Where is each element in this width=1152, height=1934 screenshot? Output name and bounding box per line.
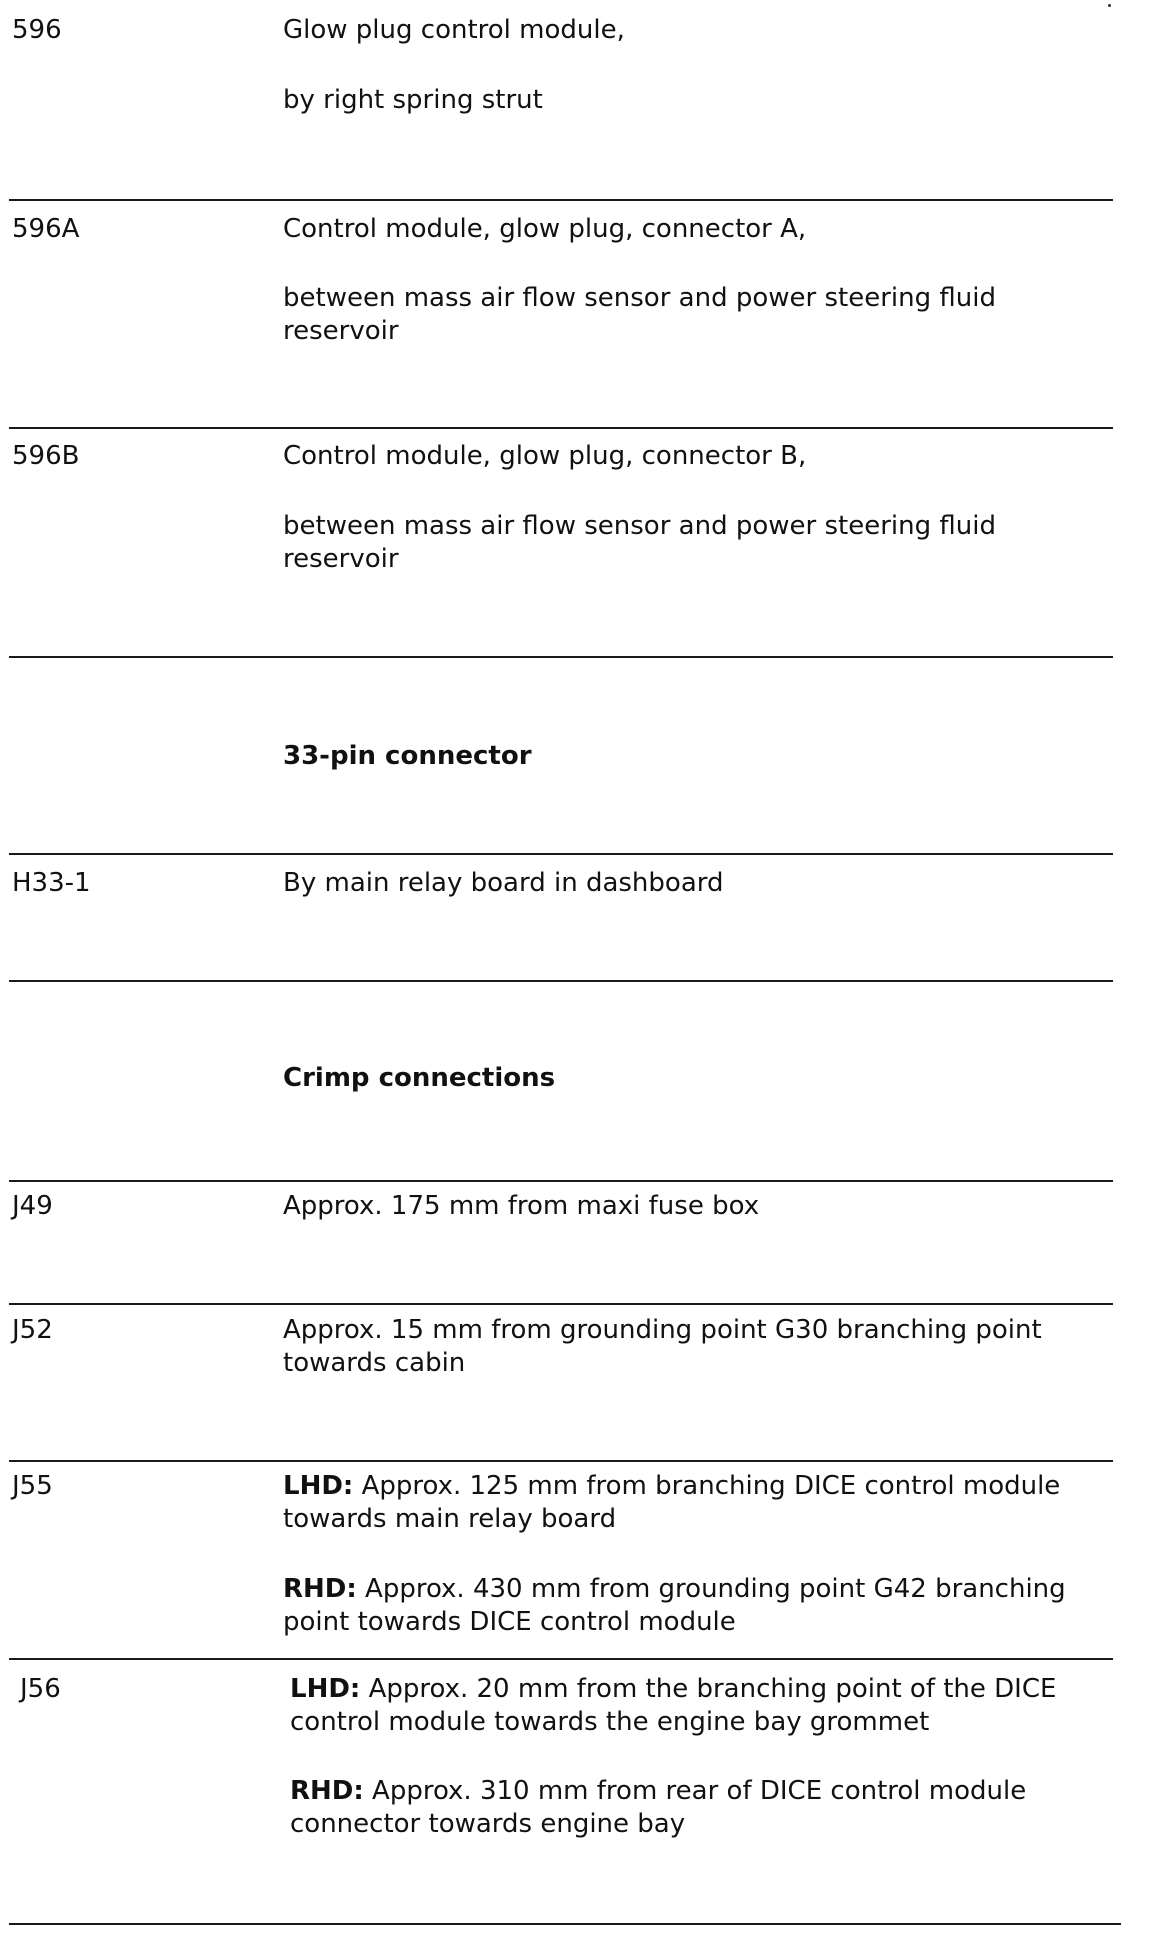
desc-j56-lhd (290, 1673, 1120, 1739)
rhd-text: Approx. 310 mm from rear of DICE control module connector towards engine bay (290, 1776, 1027, 1839)
desc-596a-line2: between mass air flow sensor and power steering fluid reservoir (283, 283, 996, 346)
section-heading-crimp: Crimp connections (283, 1063, 556, 1093)
row-divider (9, 656, 1113, 658)
row-divider (9, 1923, 1121, 1925)
code-596a: 596A (12, 214, 80, 244)
row-divider (9, 1180, 1113, 1182)
row-divider (9, 199, 1113, 201)
row-divider (9, 853, 1113, 855)
code-596: 596 (12, 15, 62, 45)
lhd-text: Approx. 125 mm from branching DICE control module towards main relay board (283, 1471, 1061, 1534)
code-j55: J55 (12, 1471, 53, 1501)
code-j52: J52 (12, 1315, 53, 1345)
desc-j49: Approx. 175 mm from maxi fuse box (283, 1191, 760, 1221)
code-j49: J49 (12, 1191, 53, 1221)
desc-596a-line1: Control module, glow plug, connector A, (283, 214, 807, 244)
code-596b: 596B (12, 441, 80, 471)
desc-596b-line2: between mass air flow sensor and power steering fluid reservoir (283, 511, 996, 574)
desc-j55-lhd (283, 1470, 1103, 1536)
row-divider (9, 1303, 1113, 1305)
rhd-label: RHD: (283, 1574, 357, 1604)
desc-596-line1: Glow plug control module, (283, 15, 625, 45)
code-h33-1: H33-1 (12, 868, 91, 898)
rhd-text: Approx. 430 mm from grounding point G42 branching point towards DICE control module (283, 1574, 1066, 1637)
stray-dot (1108, 4, 1111, 7)
rhd-label: RHD: (290, 1776, 364, 1806)
desc-j56-rhd (290, 1775, 1120, 1841)
desc-h33-1: By main relay board in dashboard (283, 868, 724, 898)
lhd-label: LHD: (290, 1674, 361, 1704)
lhd-label: LHD: (283, 1471, 354, 1501)
code-j56: J56 (20, 1674, 61, 1704)
desc-j55-rhd (283, 1573, 1103, 1639)
desc-j52: Approx. 15 mm from grounding point G30 branching point towards cabin (283, 1315, 1042, 1378)
desc-596b-line1: Control module, glow plug, connector B, (283, 441, 807, 471)
row-divider (9, 1658, 1113, 1660)
desc-596-line2: by right spring strut (283, 85, 543, 115)
row-divider (9, 1460, 1113, 1462)
row-divider (9, 427, 1113, 429)
row-divider (9, 980, 1113, 982)
lhd-text: Approx. 20 mm from the branching point of the DICE control module towards the engine bay grommet (290, 1674, 1057, 1737)
section-heading-33-pin: 33-pin connector (283, 741, 532, 771)
